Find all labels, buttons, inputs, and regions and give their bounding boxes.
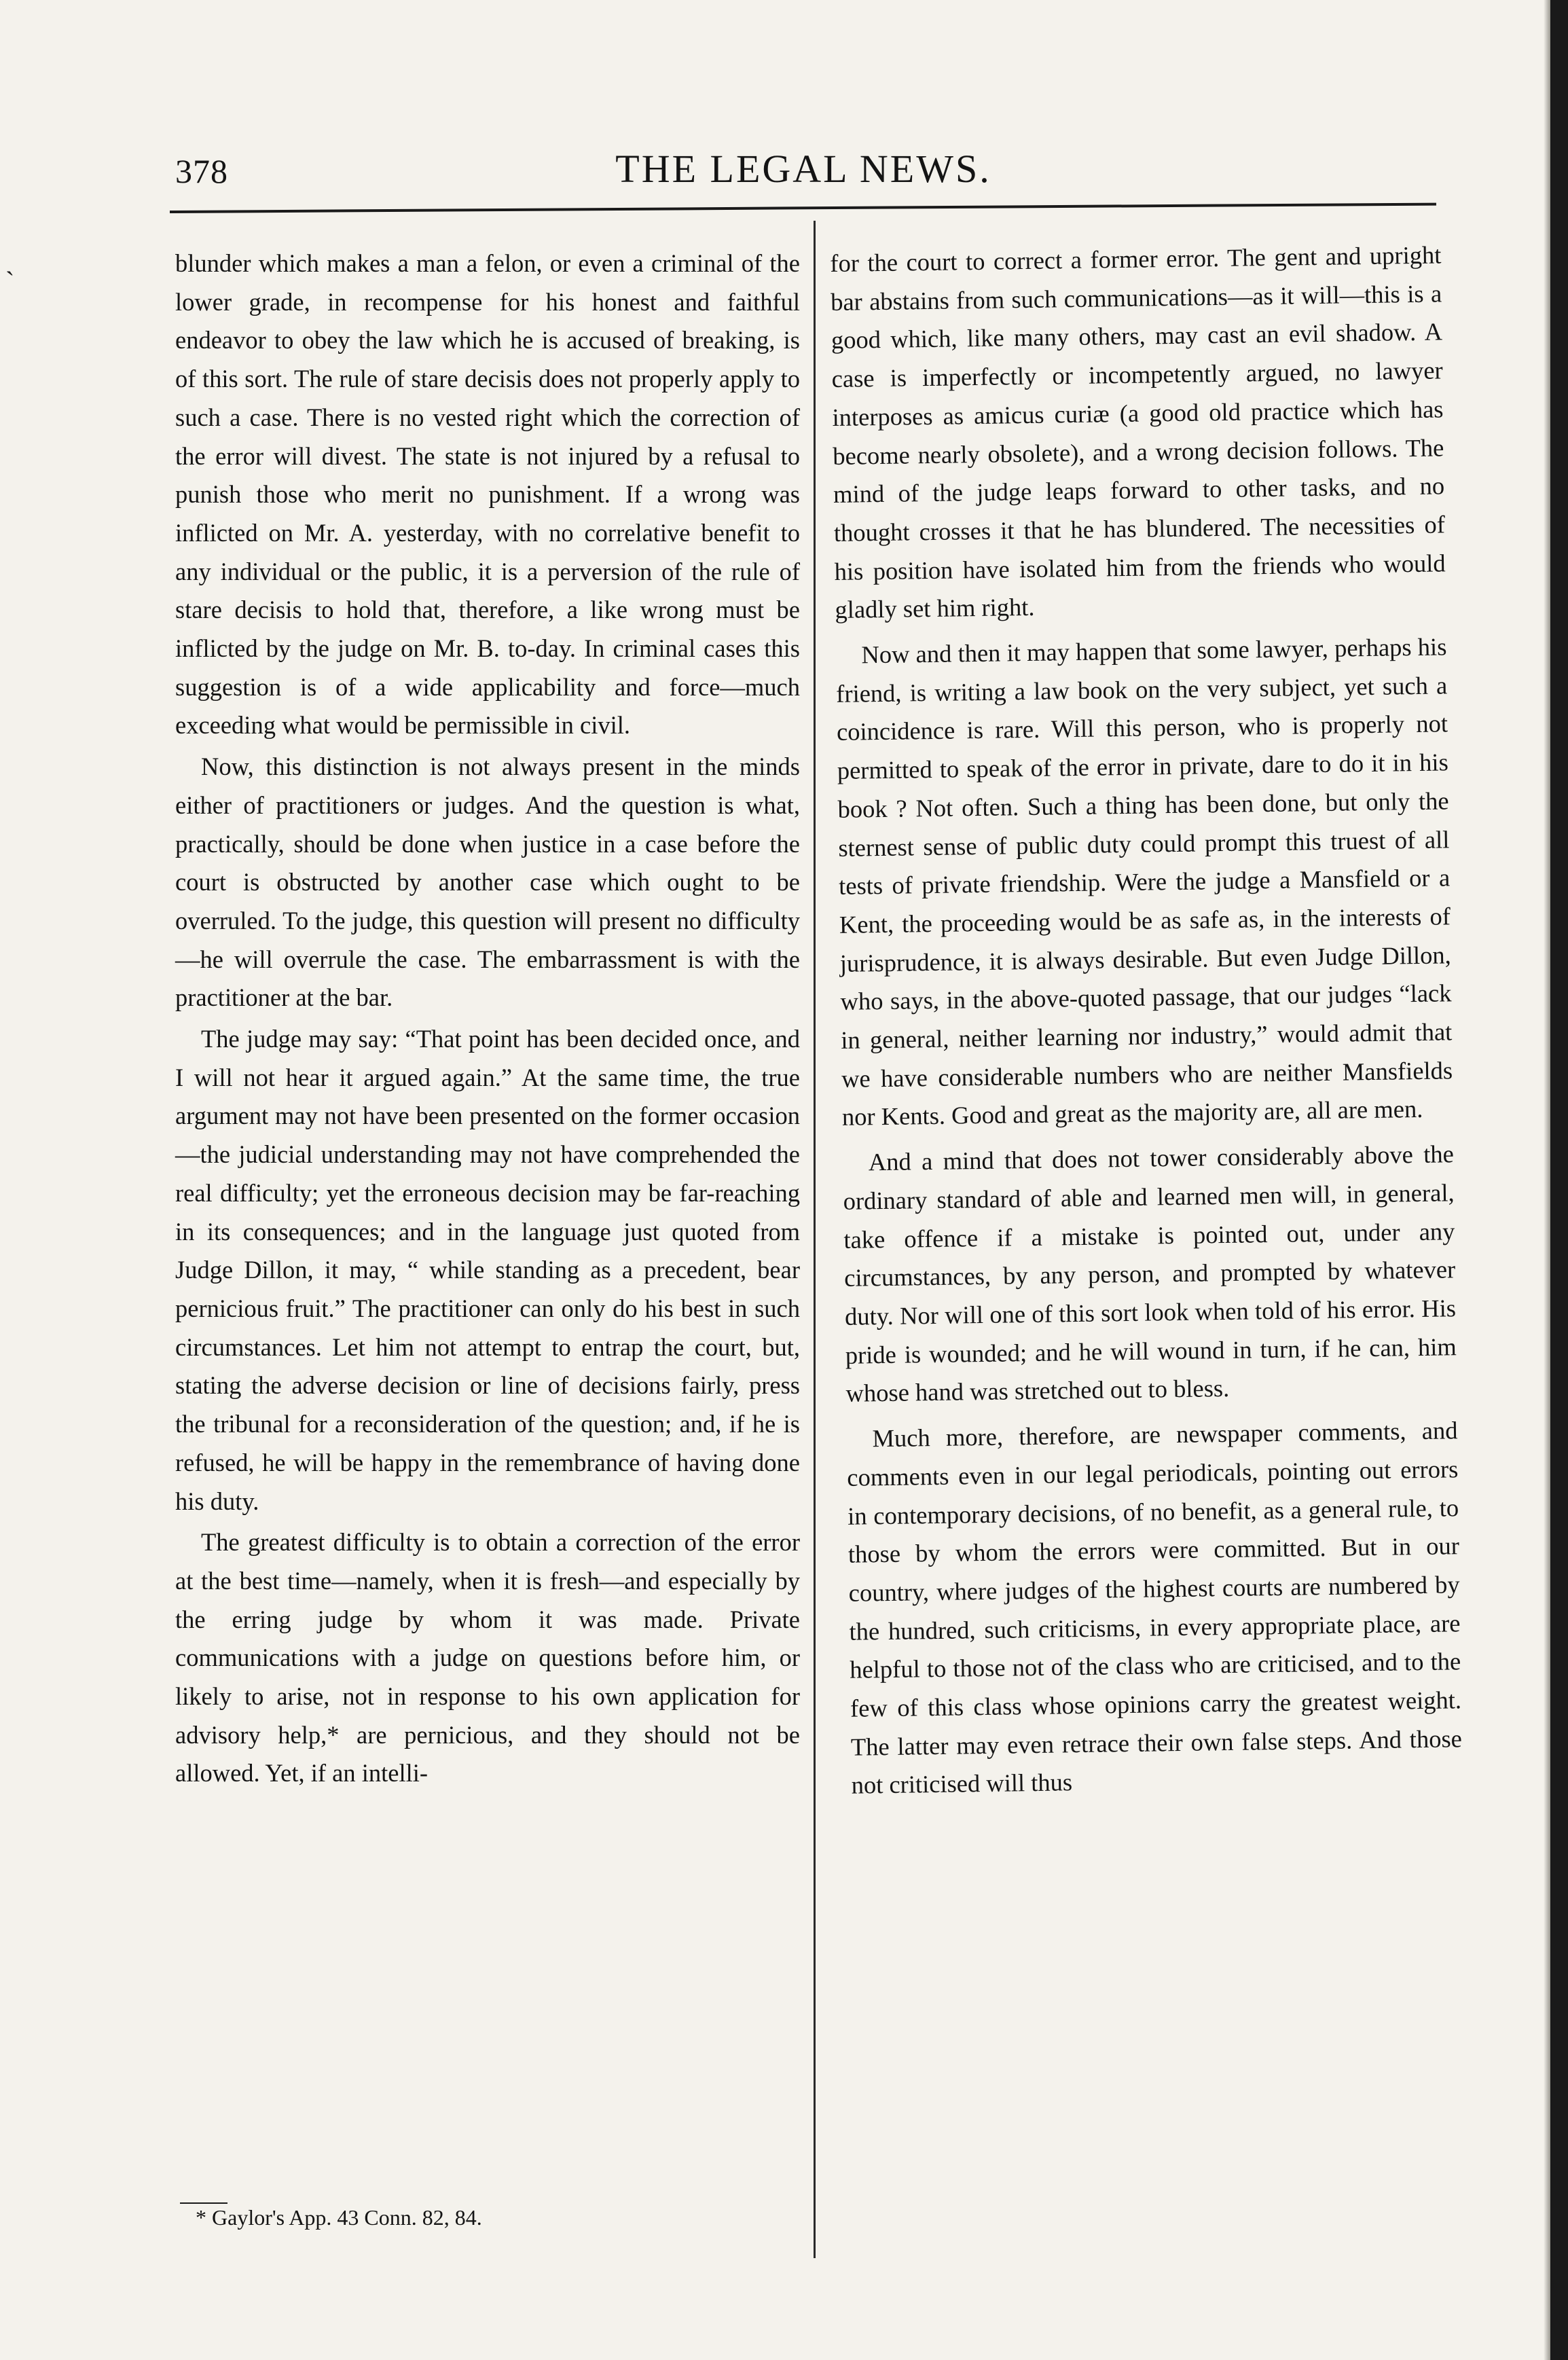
- paragraph: for the court to correct a former error. The gent and upright bar abstains from such communications—as it will—this is a good which, like many others, may cast an evil shadow. A case is imperfectly or incompetently argued, no lawyer interposes as amicus curiæ (a good old practice which has become nearly obsolete), and a wrong decision follows. The mind of the judge leaps forward to other tasks, and no thought crosses it that he has blundered. The necessities of his position have isolated him from the friends who would gladly set him right.: [830, 240, 1446, 624]
- page-number: 378: [175, 152, 228, 190]
- footnote: * Gaylor's App. 43 Conn. 82, 84.: [196, 2205, 482, 2230]
- page-edge-shadow: [1544, 0, 1550, 2360]
- paragraph: The judge may say: “That point has been decided once, and I will not hear it argued again.” At the same time, the true argument may not have been presented on the former occasion—the judicial understanding may not have comprehended the real difficulty; yet the erroneous decision may be far-reaching in its consequences; and in the language just quoted from Judge Dillon, it may, “ while standing as a precedent, bear pernicious fruit.” The practitioner can only do his best in such circumstances. Let him not attempt to entrap the court, but, stating the adverse decision or line of decisions fairly, press the tribunal for a reconsideration of the question; and, if he is refused, he will be happy in the remembrance of having done his duty.: [175, 1025, 800, 1515]
- right-column: [830, 236, 1463, 1807]
- paragraph: blunder which makes a man a felon, or even a criminal of the lower grade, in recompense for his honest and faithful endeavor to obey the law which he is accused of breaking, is of this sort. The rule of stare decisis does not properly apply to such a case. There is no vested right which the correction of the error will divest. The state is not injured by a refusal to punish those who merit no punishment. If a wrong was inflicted on Mr. A. yesterday, with no correlative benefit to any individual or the public, it is a perversion of the rule of stare decisis to hold that, therefore, a like wrong must be inflicted by the judge on Mr. B. to-day. In criminal cases this suggestion is of a wide applicability and force—much exceeding what would be permissible in civil.: [175, 249, 800, 740]
- paragraph: Now and then it may happen that some lawyer, perhaps his friend, is writing a law book on the very subject, yet such a coincidence is rare. Will this person, who is properly not permitted to speak of the error in private, dare to do it in his book ? Not often. Such a thing has been done, but only the sternest sense of public duty could prompt this truest of all tests of private friendship. Were the judge a Mansfield or a Kent, the proceeding would be as safe as, in the interests of jurisprudence, it is always desirable. But even Judge Dillon, who says, in the above-quoted passage, that our judges “lack in general, neither learning nor industry,” would admit that we have considerable numbers who are neither Mansfields nor Kents. Good and great as the majority are, all are men.: [835, 632, 1453, 1131]
- page-edge: [1550, 0, 1568, 2360]
- journal-title: THE LEGAL NEWS.: [615, 147, 991, 191]
- paragraph: And a mind that does not tower considerably above the ordinary standard of able and learned men will, in general, take offence if a mistake is pointed out, under any circumstances, by any person, and prompted by whatever duty. Nor will one of this sort look when told of his error. His pride is wounded; and he will wound in turn, if he can, him whose hand was stretched out to bless.: [843, 1140, 1457, 1408]
- column-divider: [814, 221, 816, 2258]
- paragraph: The greatest difficulty is to obtain a correction of the error at the best time—namely, when it is fresh—and especially by the erring judge by whom it was made. Private communications with a judge on questions before him, or likely to arise, not in response to his own application for advisory help,* are pernicious, and they should not be allowed. Yet, if an intelli-: [175, 1528, 800, 1787]
- page-header: [175, 146, 1432, 200]
- paragraph: Now, this distinction is not always present in the minds either of practitioners or judges. And the question is what, practically, should be done when justice in a case before the court is obstructed by another case which ought to be overruled. To the judge, this question will present no difficulty—he will overrule the case. The embarrassment is with the practitioner at the bar.: [175, 752, 800, 1012]
- paragraph: Much more, therefore, are newspaper comments, and comments even in our legal periodicals, pointing out errors in contemporary decisions, of no benefit, as a general rule, to those by whom the errors were committed. But in our country, where judges of the highest courts are numbered by the hundred, such criticisms, in every appropriate place, are helpful to those not of the class who are criticised, and to the few of this class whose opinions carry the greatest weight. The latter may even retrace their own false steps. And those not criticised will thus: [847, 1416, 1463, 1800]
- left-column: [175, 244, 800, 1796]
- margin-mark: ˏ: [5, 245, 15, 276]
- header-rule: [170, 203, 1436, 213]
